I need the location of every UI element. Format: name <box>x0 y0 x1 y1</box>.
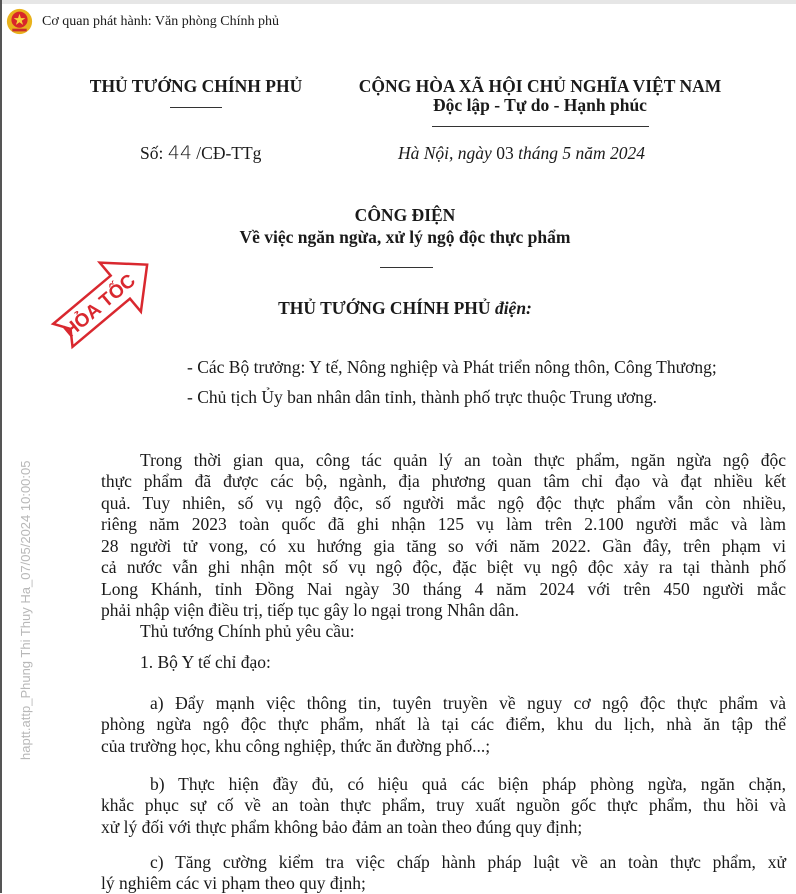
body-line: Trong thời gian qua, công tác quản lý an toàn thực phẩm, ngăn ngừa ngộ độc <box>140 450 786 470</box>
sender-line <box>278 298 532 319</box>
national-emblem-icon <box>6 8 33 35</box>
issuing-authority: THỦ TƯỚNG CHÍNH PHỦ <box>89 76 303 96</box>
national-title: CỘNG HÒA XÃ HỘI CHỦ NGHĨA VIỆT NAM <box>358 76 722 96</box>
digital-signature-watermark: haptt.attp_Phung Thi Thuy Ha_07/05/2024 10:00:05 <box>18 460 33 760</box>
date-day: 03 <box>496 143 514 163</box>
body-line: của trường học, khu công nghiệp, thức ăn đường phố...; <box>101 736 491 756</box>
request-line: Thủ tướng Chính phủ yêu cầu: <box>140 621 355 641</box>
body-line: quả. Tuy nhiên, số vụ ngộ độc, số người mắc ngộ độc thực phẩm vẫn còn nhiều, <box>101 493 786 513</box>
body-line: phòng ngừa ngộ độc thực phẩm, nhất là tại các điểm, khu du lịch, nhà ăn tập thể <box>101 714 786 734</box>
number-suffix: /CĐ-TTg <box>196 143 262 163</box>
viewer-top-strip <box>0 0 796 4</box>
sender-verb: điện: <box>494 298 532 318</box>
national-motto: Độc lập - Tự do - Hạnh phúc <box>433 95 647 115</box>
body-line: a) Đẩy mạnh việc thông tin, tuyên truyền về nguy cơ ngộ độc thực phẩm và <box>150 693 786 713</box>
divider <box>380 267 433 268</box>
body-line: cả nước vẫn ghi nhận một số vụ ngộ độc, đặc biệt vụ ngộ độc xảy ra tại thành phố <box>101 557 786 577</box>
viewer-left-edge <box>0 0 2 893</box>
body-line: 28 người tử vong, có xu hướng gia tăng so với năm 2022. Gần đây, trên phạm vi <box>101 536 786 556</box>
item-1-heading: 1. Bộ Y tế chỉ đạo: <box>140 652 271 672</box>
recipient-item: - Các Bộ trưởng: Y tế, Nông nghiệp và Phát triển nông thôn, Công Thương; <box>187 357 717 377</box>
divider <box>432 126 649 127</box>
recipient-item: - Chủ tịch Ủy ban nhân dân tỉnh, thành phố trực thuộc Trung ương. <box>187 387 658 407</box>
document-date <box>398 143 645 164</box>
issuer-bar <box>6 8 279 35</box>
body-line: xử lý đối với thực phẩm không bảo đảm an toàn theo đúng quy định; <box>101 817 583 837</box>
svg-text:HỎA TỐC: HỎA TỐC <box>59 270 140 343</box>
number-handwritten: 44 <box>167 142 192 164</box>
date-suffix: tháng 5 năm 2024 <box>518 143 645 163</box>
document-number <box>140 142 261 164</box>
divider <box>170 107 222 108</box>
issuer-label: Cơ quan phát hành: Văn phòng Chính phủ <box>42 13 279 29</box>
body-line: c) Tăng cường kiểm tra việc chấp hành pháp luật về an toàn thực phẩm, xử <box>150 852 786 872</box>
document-type-title: CÔNG ĐIỆN <box>354 205 456 225</box>
body-line: thực phẩm đã được các bộ, ngành, địa phương quan tâm chỉ đạo và đạt nhiều kết <box>101 471 786 491</box>
sender-name: THỦ TƯỚNG CHÍNH PHỦ <box>278 298 491 318</box>
body-line: b) Thực hiện đầy đủ, có hiệu quả các biện pháp phòng ngừa, ngăn chặn, <box>150 774 786 794</box>
document-subtitle: Về việc ngăn ngừa, xử lý ngộ độc thực phẩm <box>239 227 571 247</box>
body-line: riêng năm 2023 toàn quốc đã ghi nhận 125 vụ làm trên 2.100 người mắc và làm <box>101 514 786 534</box>
body-line: Long Khánh, tỉnh Đồng Nai ngày 30 tháng 4 năm 2024 với trên 450 người mắc <box>101 579 786 599</box>
body-line: lý nghiêm các vi phạm theo quy định; <box>101 873 366 893</box>
urgent-stamp <box>45 230 165 370</box>
body-line: phải nhập viện điều trị, tiếp tục gây lo ngại trong Nhân dân. <box>101 600 519 620</box>
body-line: khắc phục sự cố về an toàn thực phẩm, truy xuất nguồn gốc thực phẩm, thu hồi và <box>101 795 786 815</box>
date-prefix: Hà Nội, ngày <box>398 143 492 163</box>
number-prefix: Số: <box>140 143 164 163</box>
